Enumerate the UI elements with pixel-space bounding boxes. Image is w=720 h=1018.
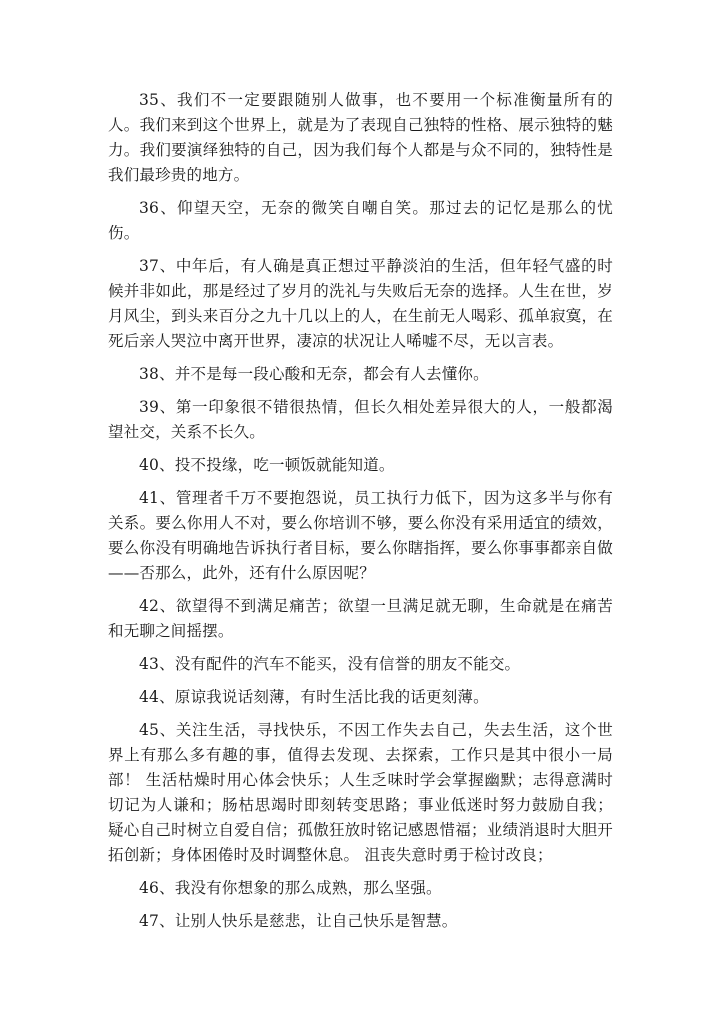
paragraph-42: 42、欲望得不到满足痛苦；欲望一旦满足就无聊，生命就是在痛苦和无聊之间摇摆。 [108, 597, 613, 640]
paragraph-41: 41、管理者千万不要抱怨说，员工执行力低下，因为这多半与你有关系。要么你用人不对，要么你培训不够，要么你没有采用适宜的绩效，要么你没有明确地告诉执行者目标，要么你瞎指挥，要么你事事都亲自做——否那么，此外，还有什么原因呢？ [108, 489, 613, 582]
paragraph-44: 44、原谅我说话刻薄，有时生活比我的话更刻薄。 [139, 688, 489, 706]
paragraph-45: 45、关注生活，寻找快乐，不因工作失去自己，失去生活，这个世界上有那么多有趣的事，值得去发现、去探索，工作只是其中很小一局部！ 生活枯燥时用心体会快乐；人生乏味时学会掌握幽默；志得意满时切记为人谦和；肠枯思竭时即刻转变思路；事业低迷时努力鼓励自我； 疑心自己时树立自爱自信；孤傲狂放时铭记感恩惜福；业绩消退时大胆开拓创新；身体困倦时及时调整休息。 沮丧失意时勇于检讨改良； [108, 721, 613, 864]
paragraph-36: 36、仰望天空，无奈的微笑自嘲自笑。那过去的记忆是那么的忧伤。 [108, 199, 613, 242]
paragraph-46: 46、我没有你想象的那么成熟，那么坚强。 [139, 879, 442, 897]
paragraph-40: 40、投不投缘，吃一顿饭就能知道。 [139, 456, 395, 474]
paragraph-43: 43、没有配件的汽车不能买，没有信誉的朋友不能交。 [139, 655, 521, 673]
paragraph-38: 38、并不是每一段心酸和无奈，都会有人去懂你。 [139, 365, 489, 383]
paragraph-39: 39、第一印象很不错很热情，但长久相处差异很大的人，一般都渴望社交，关系不长久。 [108, 398, 613, 441]
paragraph-37: 37、中年后，有人确是真正想过平静淡泊的生活，但年轻气盛的时候并非如此，那是经过了岁月的洗礼与失败后无奈的选择。人生在世，岁月风尘，到头来百分之九十几以上的人，在生前无人喝彩、孤单寂寞，在死后亲人哭泣中离开世界，凄凉的状况让人唏嘘不尽，无以言表。 [108, 257, 613, 350]
paragraph-35: 35、我们不一定要跟随别人做事，也不要用一个标准衡量所有的人。我们来到这个世界上，就是为了表现自己独特的性格、展示独特的魅力。我们要演绎独特的自己，因为我们每个人都是与众不同的，独特性是我们最珍贵的地方。 [108, 91, 613, 184]
document-page [108, 88, 613, 942]
paragraph-47: 47、让别人快乐是慈悲，让自己快乐是智慧。 [139, 912, 458, 930]
